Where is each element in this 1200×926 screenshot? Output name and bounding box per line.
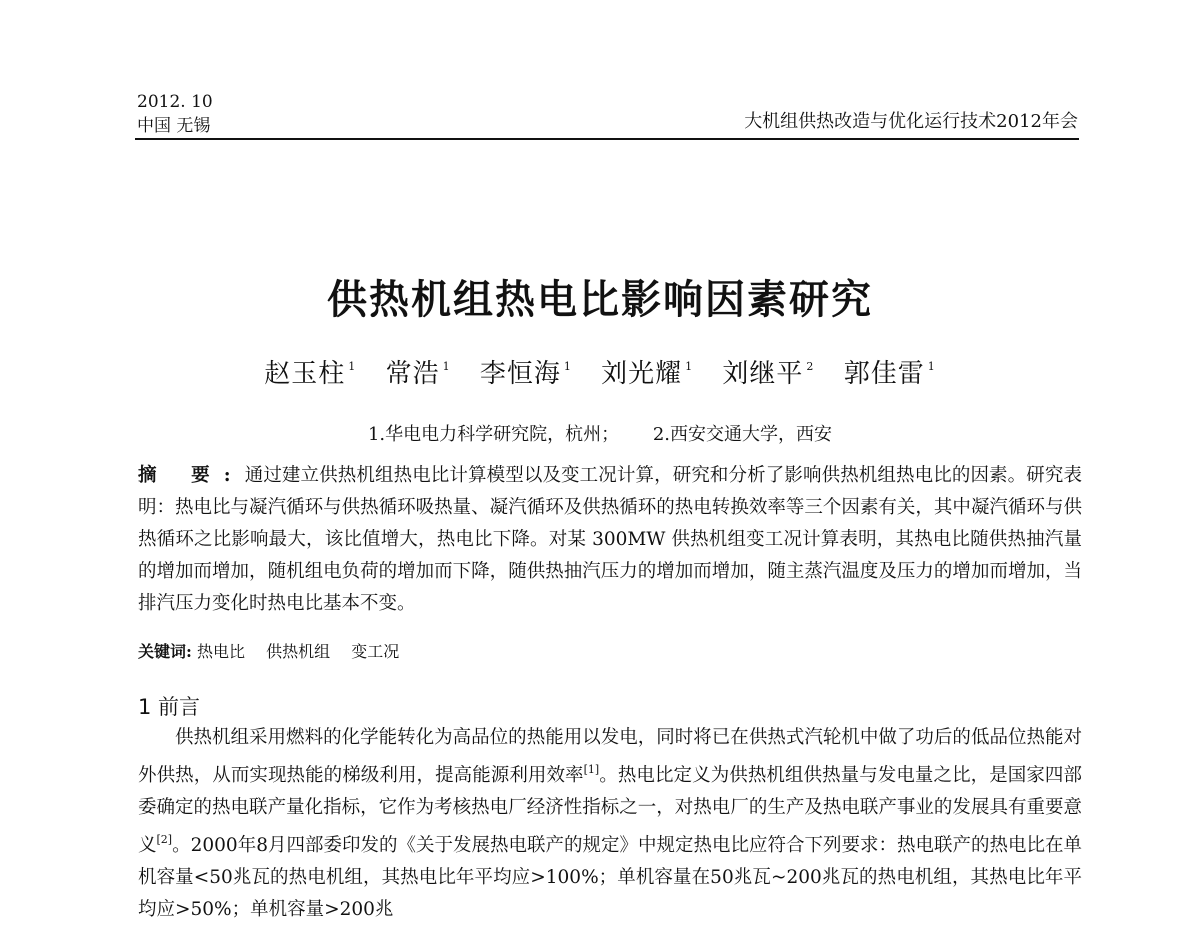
author: [264, 359, 356, 389]
body-paragraph: [138, 722, 1082, 926]
author-affiliation-mark: 1: [927, 360, 936, 373]
author-affiliation-mark: 1: [685, 360, 694, 373]
abstract-text: 通过建立供热机组热电比计算模型以及变工况计算，研究和分析了影响供热机组热电比的因素。研究表明：热电比与凝汽循环与供热循环吸热量、凝汽循环及供热循环的热电转换效率等三个因素有关，其中凝汽循环与供热循环之比影响最大，该比值增大，热电比下降。对某 300MW 供热机组变工况计算表明，其热电比随供热抽汽量的增加而增加，随机组电负荷的增加而下降，随供热抽汽压力的增加而增加，随主蒸汽温度及压力的增加而增加，当排汽压力变化时热电比基本不变。: [138, 465, 1082, 614]
header-location: 中国 无锡: [137, 116, 211, 136]
affiliation: 2.西安交通大学，西安: [652, 424, 833, 445]
author: [386, 359, 451, 389]
keywords: [138, 640, 415, 664]
paper-title: 供热机组热电比影响因素研究: [327, 277, 873, 323]
body-text-part: 供热机组采用燃料的化学能转化为高品位的热能用以发电，同时将已在供热式汽轮机中做了功后的低品位热能对外供热，从而实现热能的梯级利用，提高能源利用效率: [138, 727, 1082, 786]
header-conference: 大机组供热改造与优化运行技术2012年会: [744, 111, 1078, 132]
body-text-part: 。热电比定义为供热机组供热量与发电量之比，是国家四部委确定的热电联产量化指标，它作为考核热电厂经济性指标之一，对热电厂的生产及热电联产事业的发展具有重要意义: [138, 765, 1082, 856]
author: [722, 359, 814, 389]
keyword: 供热机组: [266, 642, 331, 661]
body-text-part: 。2000年8月四部委印发的《关于发展热电联产的规定》中规定热电比应符合下列要求：热电联产的热电比在单机容量<50兆瓦的热电机组，其热电比年平均应>100%；单机容量在50兆瓦~200兆瓦的热电机组，其热电比年平均应>50%；单机容量>200兆: [138, 835, 1082, 920]
author: [480, 359, 572, 389]
author-affiliation-mark: 1: [563, 360, 572, 373]
header-date: 2012. 10: [137, 92, 213, 112]
header-rule: [135, 138, 1079, 140]
author-affiliation-mark: 1: [348, 360, 357, 373]
author-affiliation-mark: 1: [442, 360, 451, 373]
author-name: 刘光耀: [601, 359, 683, 389]
author: [844, 359, 936, 389]
keywords-label: 关键词:: [138, 642, 192, 661]
author-name: 赵玉柱: [264, 359, 346, 389]
author-name: 刘继平: [722, 359, 804, 389]
author-name: 李恒海: [479, 359, 561, 389]
abstract-label: 摘 要:: [138, 465, 245, 486]
author: [601, 359, 693, 389]
author-name: 常浩: [385, 359, 440, 389]
author-affiliation-mark: 2: [806, 360, 815, 373]
keyword: 热电比: [197, 642, 246, 661]
keyword: 变工况: [351, 642, 400, 661]
citation-ref[interactable]: [1]: [583, 763, 600, 776]
author-name: 郭佳雷: [843, 359, 925, 389]
citation-ref[interactable]: [2]: [156, 833, 173, 846]
abstract: [138, 460, 1082, 620]
affiliation: 1.华电电力科学研究院，杭州；: [367, 424, 620, 445]
author-list: [0, 353, 1200, 390]
section-heading: 1 前言: [138, 695, 201, 719]
header-left: [137, 90, 213, 138]
affiliations: [0, 420, 1200, 446]
